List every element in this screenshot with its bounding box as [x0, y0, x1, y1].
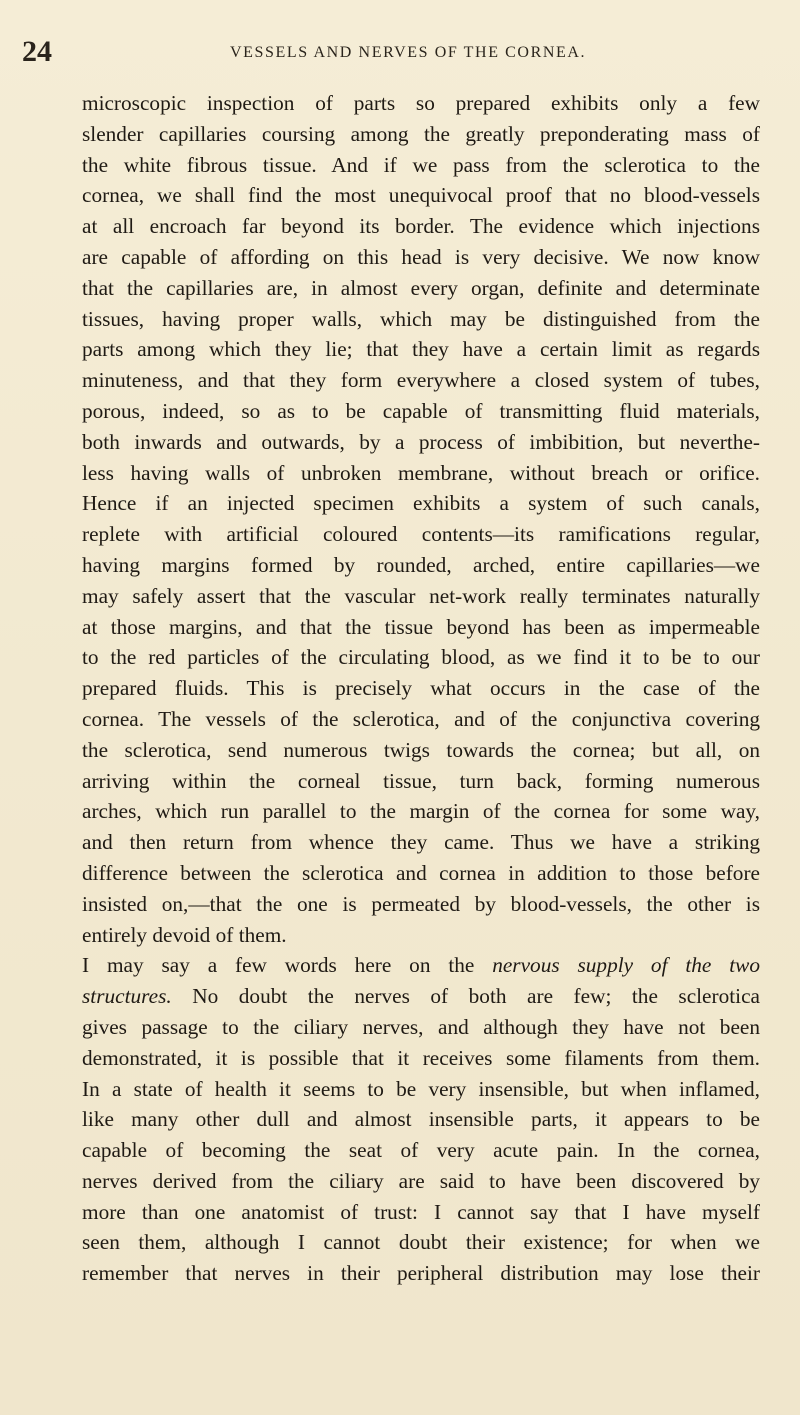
text-line: are capable of affording on this head is very decisive. We now know: [82, 244, 760, 269]
text-line: may safely assert that the vascular net-work really terminates naturally: [82, 583, 760, 608]
text-line: having margins formed by rounded, arched, entire capillaries—we: [82, 552, 760, 577]
text-line: to the red particles of the circulating blood, as we find it to be to our: [82, 645, 760, 670]
text-line: gives passage to the ciliary nerves, and although they have not been: [82, 1014, 760, 1039]
running-head: [0, 34, 800, 70]
text-line: both inwards and outwards, by a process of imbibition, but neverthe-: [82, 429, 760, 454]
italic-phrase: nervous supply of the two: [492, 953, 760, 978]
text-line: and then return from whence they came. Thus we have a striking: [82, 830, 760, 855]
paragraph-2: [82, 950, 760, 1289]
text-line: the white fibrous tissue. And if we pass from the sclerotica to the: [82, 152, 760, 177]
text-line: seen them, although I cannot doubt their existence; for when we: [82, 1230, 760, 1255]
text-line: capable of becoming the seat of very acute pain. In the cornea,: [82, 1138, 760, 1163]
text-line: more than one anatomist of trust: I cannot say that I have myself: [82, 1199, 760, 1224]
text-line: difference between the sclerotica and cornea in addition to those before: [82, 860, 760, 885]
text-line: slender capillaries coursing among the greatly preponderating mass of: [82, 121, 760, 146]
italic-phrase: structures.: [82, 984, 172, 1009]
text-line: cornea, we shall find the most unequivocal proof that no blood-vessels: [82, 183, 760, 208]
text-line: arches, which run parallel to the margin of the cornea for some way,: [82, 799, 760, 824]
text-line: prepared fluids. This is precisely what occurs in the case of the: [82, 676, 760, 701]
text-line: nerves derived from the ciliary are said to have been discovered by: [82, 1168, 760, 1193]
text-span: No doubt the nerves of both are few; the sclerotica: [171, 984, 760, 1009]
text-line: insisted on,—that the one is permeated by blood-vessels, the other is: [82, 891, 760, 916]
text-line: at all encroach far beyond its border. The evidence which injections: [82, 214, 760, 239]
text-line: In a state of health it seems to be very insensible, but when inflamed,: [82, 1076, 760, 1101]
text-line: porous, indeed, so as to be capable of transmitting fluid materials,: [82, 398, 760, 423]
text-line: minuteness, and that they form everywhere a closed system of tubes,: [82, 368, 760, 393]
text-span: I may say a few words here on the: [82, 953, 493, 978]
text-line: parts among which they lie; that they have a certain limit as regards: [82, 337, 760, 362]
page-number: 24: [22, 35, 52, 68]
text-line: [82, 950, 760, 981]
text-line: that the capillaries are, in almost every organ, definite and determinate: [82, 275, 760, 300]
text-line: tissues, having proper walls, which may be distinguished from the: [82, 306, 760, 331]
text-line: the sclerotica, send numerous twigs towards the cornea; but all, on: [82, 737, 760, 762]
text-line: arriving within the corneal tissue, turn back, forming numerous: [82, 768, 760, 793]
text-line: remember that nerves in their peripheral distribution may lose their: [82, 1261, 760, 1286]
text-line: replete with artificial coloured contents—its ramifications regular,: [82, 522, 760, 547]
text-line: [82, 981, 760, 1012]
text-line: cornea. The vessels of the sclerotica, and of the conjunctiva covering: [82, 706, 760, 731]
text-line: like many other dull and almost insensible parts, it appears to be: [82, 1107, 760, 1132]
text-line: microscopic inspection of parts so prepared exhibits only a few: [82, 91, 760, 115]
running-title: VESSELS AND NERVES OF THE CORNEA.: [230, 44, 587, 61]
body-text: [82, 88, 760, 1289]
text-line: less having walls of unbroken membrane, without breach or orifice.: [82, 460, 760, 485]
text-line: entirely devoid of them.: [82, 922, 287, 947]
text-line: at those margins, and that the tissue beyond has been as impermeable: [82, 614, 760, 639]
text-line: Hence if an injected specimen exhibits a system of such canals,: [82, 491, 760, 516]
text-line: demonstrated, it is possible that it receives some filaments from them.: [82, 1045, 760, 1070]
paragraph-1: [82, 88, 760, 950]
